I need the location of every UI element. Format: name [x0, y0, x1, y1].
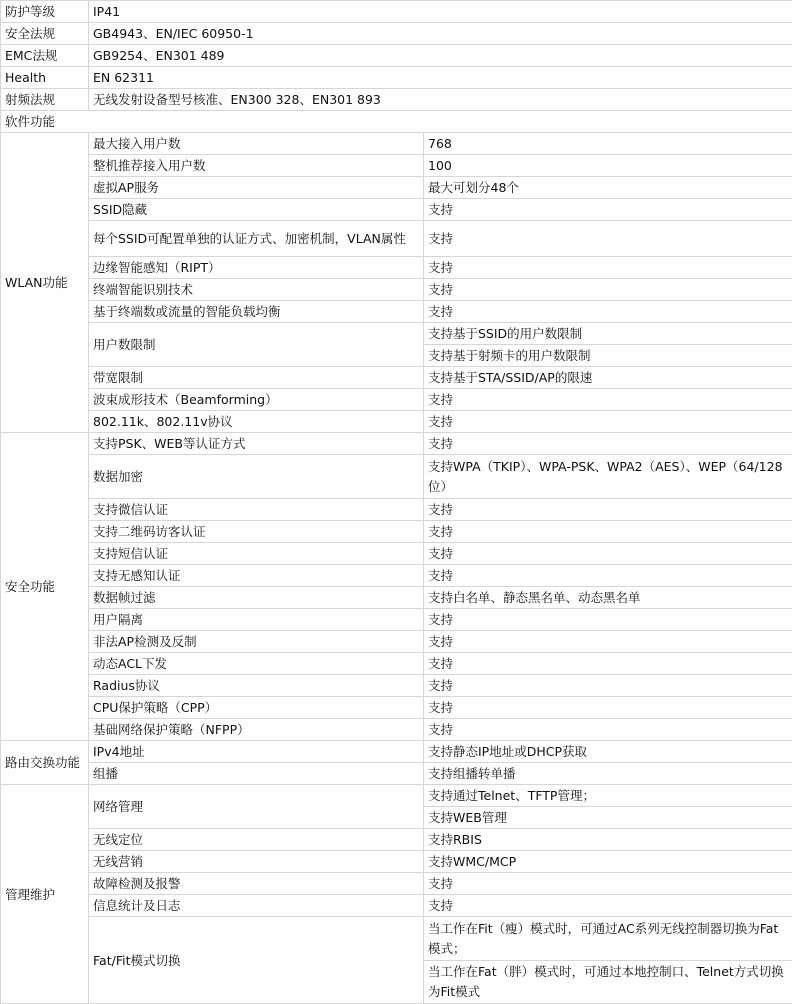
- value-cell: 支持基于STA/SSID/AP的限速: [424, 367, 792, 389]
- table-row: [1, 133, 792, 155]
- table-row: [1, 111, 792, 133]
- value-cell: 支持: [424, 199, 792, 221]
- value-cell: 支持: [424, 653, 792, 675]
- table-row: [1, 763, 792, 785]
- table-row: [1, 323, 792, 345]
- feature-cell: 故障检测及报警: [89, 873, 424, 895]
- table-row: [1, 785, 792, 807]
- table-row: [1, 895, 792, 917]
- value-cell: 当工作在Fit（瘦）模式时，可通过AC系列无线控制器切换为Fat模式；: [424, 917, 792, 961]
- value-cell: 100: [424, 155, 792, 177]
- table-row: [1, 23, 792, 45]
- feature-cell: 组播: [89, 763, 424, 785]
- value-cell: 支持RBIS: [424, 829, 792, 851]
- feature-cell: 非法AP检测及反制: [89, 631, 424, 653]
- value-cell: 支持WMC/MCP: [424, 851, 792, 873]
- feature-cell: 支持二维码访客认证: [89, 521, 424, 543]
- table-row: [1, 829, 792, 851]
- feature-cell: 网络管理: [89, 785, 424, 829]
- feature-cell: Fat/Fit模式切换: [89, 917, 424, 1004]
- feature-cell: 每个SSID可配置单独的认证方式、加密机制，VLAN属性: [89, 221, 424, 257]
- table-row: [1, 221, 792, 257]
- value-cell: 支持: [424, 257, 792, 279]
- feature-cell: 支持PSK、WEB等认证方式: [89, 433, 424, 455]
- value-cell: 支持WPA（TKIP）、WPA-PSK、WPA2（AES）、WEP（64/128位）: [424, 455, 792, 499]
- feature-cell: 边缘智能感知（RIPT）: [89, 257, 424, 279]
- table-row: [1, 67, 792, 89]
- table-row: [1, 917, 792, 961]
- value-cell: 支持: [424, 873, 792, 895]
- row-label-rf: 射频法规: [1, 89, 89, 111]
- feature-cell: Radius协议: [89, 675, 424, 697]
- feature-cell: 802.11k、802.11v协议: [89, 411, 424, 433]
- feature-cell: 无线营销: [89, 851, 424, 873]
- value-cell: 支持: [424, 389, 792, 411]
- feature-cell: 支持微信认证: [89, 499, 424, 521]
- feature-cell: 虚拟AP服务: [89, 177, 424, 199]
- table-row: [1, 1, 792, 23]
- table-row: [1, 257, 792, 279]
- table-row: [1, 301, 792, 323]
- row-label-protection: 防护等级: [1, 1, 89, 23]
- feature-cell: 用户隔离: [89, 609, 424, 631]
- value-cell: 支持: [424, 895, 792, 917]
- value-cell: 支持: [424, 279, 792, 301]
- row-value-emc: GB9254、EN301 489: [89, 45, 792, 67]
- table-row: [1, 177, 792, 199]
- row-label-safety: 安全法规: [1, 23, 89, 45]
- row-value-health: EN 62311: [89, 67, 792, 89]
- category-routing: 路由交换功能: [1, 741, 89, 785]
- value-cell: 当工作在Fat（胖）模式时，可通过本地控制口、Telnet方式切换为Fit模式: [424, 961, 792, 1004]
- value-cell: 最大可划分48个: [424, 177, 792, 199]
- feature-cell: 支持无感知认证: [89, 565, 424, 587]
- feature-cell: CPU保护策略（CPP）: [89, 697, 424, 719]
- table-row: [1, 873, 792, 895]
- table-row: [1, 499, 792, 521]
- table-row: [1, 389, 792, 411]
- table-row: [1, 653, 792, 675]
- feature-cell: 动态ACL下发: [89, 653, 424, 675]
- feature-cell: 用户数限制: [89, 323, 424, 367]
- feature-cell: 支持短信认证: [89, 543, 424, 565]
- table-row: [1, 199, 792, 221]
- feature-cell: 基础网络保护策略（NFPP）: [89, 719, 424, 741]
- value-cell: 支持: [424, 521, 792, 543]
- row-value-safety: GB4943、EN/IEC 60950-1: [89, 23, 792, 45]
- table-row: [1, 697, 792, 719]
- category-wlan: WLAN功能: [1, 133, 89, 433]
- table-row: [1, 521, 792, 543]
- value-cell: 支持: [424, 631, 792, 653]
- table-row: [1, 89, 792, 111]
- value-cell: 支持: [424, 609, 792, 631]
- feature-cell: 带宽限制: [89, 367, 424, 389]
- value-cell: 支持: [424, 543, 792, 565]
- feature-cell: 数据加密: [89, 455, 424, 499]
- value-cell: 支持通过Telnet、TFTP管理；: [424, 785, 792, 807]
- table-row: [1, 719, 792, 741]
- feature-cell: IPv4地址: [89, 741, 424, 763]
- table-row: [1, 631, 792, 653]
- value-cell: 768: [424, 133, 792, 155]
- value-cell: 支持基于SSID的用户数限制: [424, 323, 792, 345]
- category-management: 管理维护: [1, 785, 89, 1004]
- feature-cell: 无线定位: [89, 829, 424, 851]
- value-cell: 支持: [424, 719, 792, 741]
- row-value-rf: 无线发射设备型号核准、EN300 328、EN301 893: [89, 89, 792, 111]
- table-row: [1, 609, 792, 631]
- table-row: [1, 155, 792, 177]
- feature-cell: 数据帧过滤: [89, 587, 424, 609]
- table-row: [1, 565, 792, 587]
- feature-cell: 终端智能识别技术: [89, 279, 424, 301]
- value-cell: 支持: [424, 675, 792, 697]
- value-cell: 支持: [424, 433, 792, 455]
- table-row: [1, 279, 792, 301]
- value-cell: 支持: [424, 301, 792, 323]
- table-row: [1, 433, 792, 455]
- table-row: [1, 741, 792, 763]
- category-security: 安全功能: [1, 433, 89, 741]
- value-cell: 支持: [424, 565, 792, 587]
- feature-cell: 整机推荐接入用户数: [89, 155, 424, 177]
- row-value-protection: IP41: [89, 1, 792, 23]
- row-label-emc: EMC法规: [1, 45, 89, 67]
- feature-cell: 波束成形技术（Beamforming）: [89, 389, 424, 411]
- value-cell: 支持: [424, 499, 792, 521]
- table-row: [1, 851, 792, 873]
- value-cell: 支持: [424, 697, 792, 719]
- table-row: [1, 675, 792, 697]
- table-row: [1, 543, 792, 565]
- feature-cell: 最大接入用户数: [89, 133, 424, 155]
- value-cell: 支持组播转单播: [424, 763, 792, 785]
- table-row: [1, 411, 792, 433]
- value-cell: 支持: [424, 411, 792, 433]
- section-header-software: 软件功能: [1, 111, 792, 133]
- value-cell: 支持基于射频卡的用户数限制: [424, 345, 792, 367]
- feature-cell: 信息统计及日志: [89, 895, 424, 917]
- value-cell: 支持白名单、静态黑名单、动态黑名单: [424, 587, 792, 609]
- table-row: [1, 455, 792, 499]
- value-cell: 支持静态IP地址或DHCP获取: [424, 741, 792, 763]
- value-cell: 支持WEB管理: [424, 807, 792, 829]
- table-row: [1, 45, 792, 67]
- value-cell: 支持: [424, 221, 792, 257]
- row-label-health: Health: [1, 67, 89, 89]
- table-row: [1, 367, 792, 389]
- feature-cell: 基于终端数或流量的智能负载均衡: [89, 301, 424, 323]
- table-row: [1, 587, 792, 609]
- feature-cell: SSID隐藏: [89, 199, 424, 221]
